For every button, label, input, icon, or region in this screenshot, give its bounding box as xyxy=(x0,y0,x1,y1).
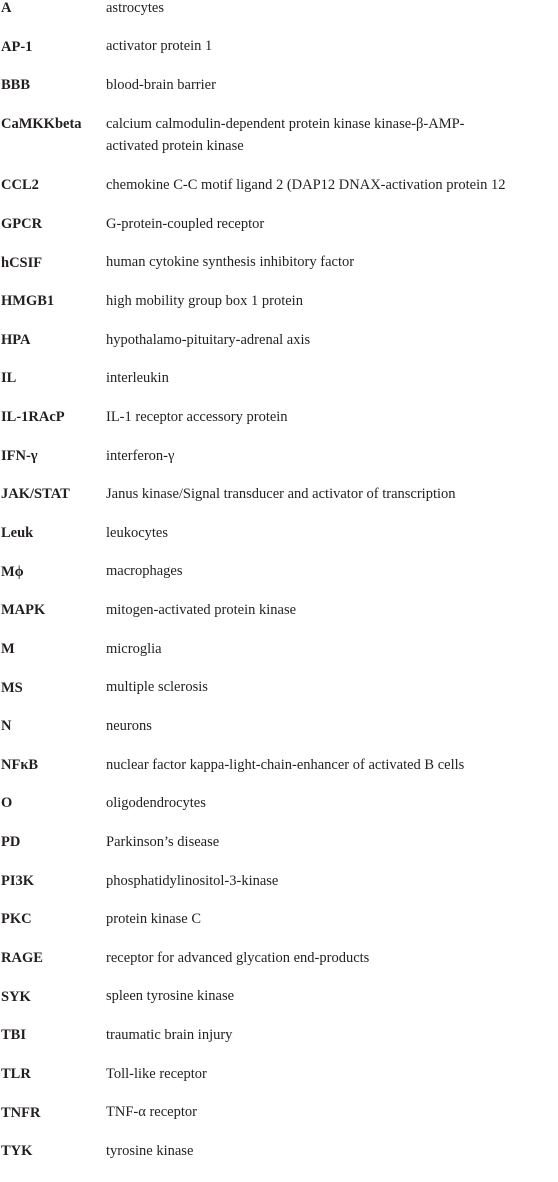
abbreviation-term: GPCR xyxy=(1,215,43,232)
abbreviation-entry xyxy=(0,177,558,216)
abbreviation-entry xyxy=(0,873,558,912)
abbreviation-definition: blood-brain barrier xyxy=(106,77,216,94)
abbreviation-definition: Toll-like receptor xyxy=(106,1065,207,1082)
abbreviation-definition: human cytokine synthesis inhibitory factor xyxy=(106,254,355,271)
abbreviation-entry xyxy=(0,525,558,564)
abbreviation-term: TYK xyxy=(1,1143,33,1160)
abbreviation-entry xyxy=(0,834,558,873)
abbreviation-definition: receptor for advanced glycation end-products xyxy=(106,949,370,966)
abbreviation-entry xyxy=(0,1143,558,1182)
abbreviation-definition: nuclear factor kappa-light-chain-enhancer of activated B cells xyxy=(106,756,465,773)
abbreviation-definition: interleukin xyxy=(106,370,169,387)
abbreviation-term: JAK/STAT xyxy=(1,486,70,503)
abbreviation-entry xyxy=(0,911,558,950)
abbreviation-entry xyxy=(0,1066,558,1105)
abbreviation-entry xyxy=(0,486,558,525)
abbreviation-entry xyxy=(0,564,558,603)
abbreviation-entry xyxy=(0,332,558,371)
abbreviation-term: MS xyxy=(1,679,23,696)
abbreviation-entry xyxy=(0,77,558,116)
abbreviation-entry xyxy=(0,602,558,641)
abbreviation-entry xyxy=(0,370,558,409)
abbreviation-definition: protein kinase C xyxy=(106,911,202,928)
abbreviation-definition: tyrosine kinase xyxy=(106,1143,194,1160)
abbreviation-entry xyxy=(0,255,558,294)
abbreviation-definition: interferon-γ xyxy=(106,447,175,464)
abbreviation-entry xyxy=(0,950,558,989)
abbreviation-definition: astrocytes xyxy=(106,0,164,16)
abbreviation-term: Mϕ xyxy=(1,563,24,580)
abbreviation-entry xyxy=(0,680,558,719)
abbreviation-term: RAGE xyxy=(1,950,43,967)
abbreviation-definition: high mobility group box 1 protein xyxy=(106,292,303,309)
abbreviation-entry xyxy=(0,757,558,796)
abbreviation-term: O xyxy=(1,795,13,812)
abbreviation-entry xyxy=(0,39,558,78)
abbreviation-definition: leukocytes xyxy=(106,524,169,541)
abbreviation-term: TBI xyxy=(1,1027,26,1044)
abbreviation-term: IFN-γ xyxy=(1,447,38,464)
abbreviation-term: MAPK xyxy=(1,602,46,619)
abbreviation-definition: oligodendrocytes xyxy=(106,795,206,812)
abbreviation-term: BBB xyxy=(1,77,31,94)
abbreviation-entry xyxy=(0,293,558,332)
abbreviation-definition: TNF-α receptor xyxy=(106,1104,197,1121)
abbreviation-entry xyxy=(0,409,558,448)
abbreviation-term: NFκB xyxy=(1,756,39,773)
abbreviation-term: HMGB1 xyxy=(1,293,55,310)
abbreviation-term: TLR xyxy=(1,1065,31,1082)
abbreviation-definition: Parkinson’s disease xyxy=(106,833,220,850)
abbreviation-definition: mitogen-activated protein kinase xyxy=(106,602,297,619)
abbreviation-term: PD xyxy=(1,834,21,851)
abbreviation-definition: multiple sclerosis xyxy=(106,679,208,696)
abbreviation-term: hCSIF xyxy=(1,254,43,271)
abbreviation-term: HPA xyxy=(1,331,31,348)
abbreviation-entry xyxy=(0,718,558,757)
abbreviation-definition: phosphatidylinositol-3-kinase xyxy=(106,872,279,889)
abbreviation-definition: activator protein 1 xyxy=(106,38,213,55)
abbreviation-term: A xyxy=(1,0,12,16)
abbreviation-entry xyxy=(0,448,558,487)
abbreviation-definition: macrophages xyxy=(106,563,183,580)
abbreviation-entry xyxy=(0,216,558,255)
abbreviation-definition: chemokine C-C motif ligand 2 (DAP12 DNAX-activation protein 12 xyxy=(106,177,506,194)
abbreviation-definition: G-protein-coupled receptor xyxy=(106,215,265,232)
abbreviation-definition: traumatic brain injury xyxy=(106,1027,233,1044)
abbreviation-definition: calcium calmodulin-dependent protein kinase kinase-β-AMP-activated protein kinase xyxy=(106,115,465,155)
abbreviation-entry xyxy=(0,989,558,1028)
abbreviation-term: PI3K xyxy=(1,872,35,889)
abbreviation-definition: IL-1 receptor accessory protein xyxy=(106,408,288,425)
abbreviation-entry xyxy=(0,0,558,39)
abbreviation-term: AP-1 xyxy=(1,38,33,55)
abbreviation-term: Leuk xyxy=(1,524,34,541)
abbreviation-term: SYK xyxy=(1,988,31,1005)
abbreviation-term: CaMKKbeta xyxy=(1,115,82,132)
abbreviation-term: M xyxy=(1,640,15,657)
abbreviation-definition: microglia xyxy=(106,640,162,657)
abbreviation-term: N xyxy=(1,718,12,735)
abbreviation-entry xyxy=(0,116,558,177)
abbreviation-entry xyxy=(0,795,558,834)
abbreviation-definition: neurons xyxy=(106,718,152,734)
abbreviation-entry xyxy=(0,1105,558,1144)
abbreviation-term: PKC xyxy=(1,911,32,928)
abbreviation-definition: Janus kinase/Signal transducer and activator of transcription xyxy=(106,486,456,503)
abbreviation-term: IL-1RAcP xyxy=(1,409,65,426)
abbreviation-entry xyxy=(0,641,558,680)
abbreviation-term: TNFR xyxy=(1,1104,41,1121)
abbreviation-definition: spleen tyrosine kinase xyxy=(106,988,235,1005)
abbreviation-entry xyxy=(0,1027,558,1066)
abbreviation-term: IL xyxy=(1,370,17,387)
abbreviation-term: CCL2 xyxy=(1,177,39,194)
abbreviation-definition: hypothalamo-pituitary-adrenal axis xyxy=(106,331,311,348)
